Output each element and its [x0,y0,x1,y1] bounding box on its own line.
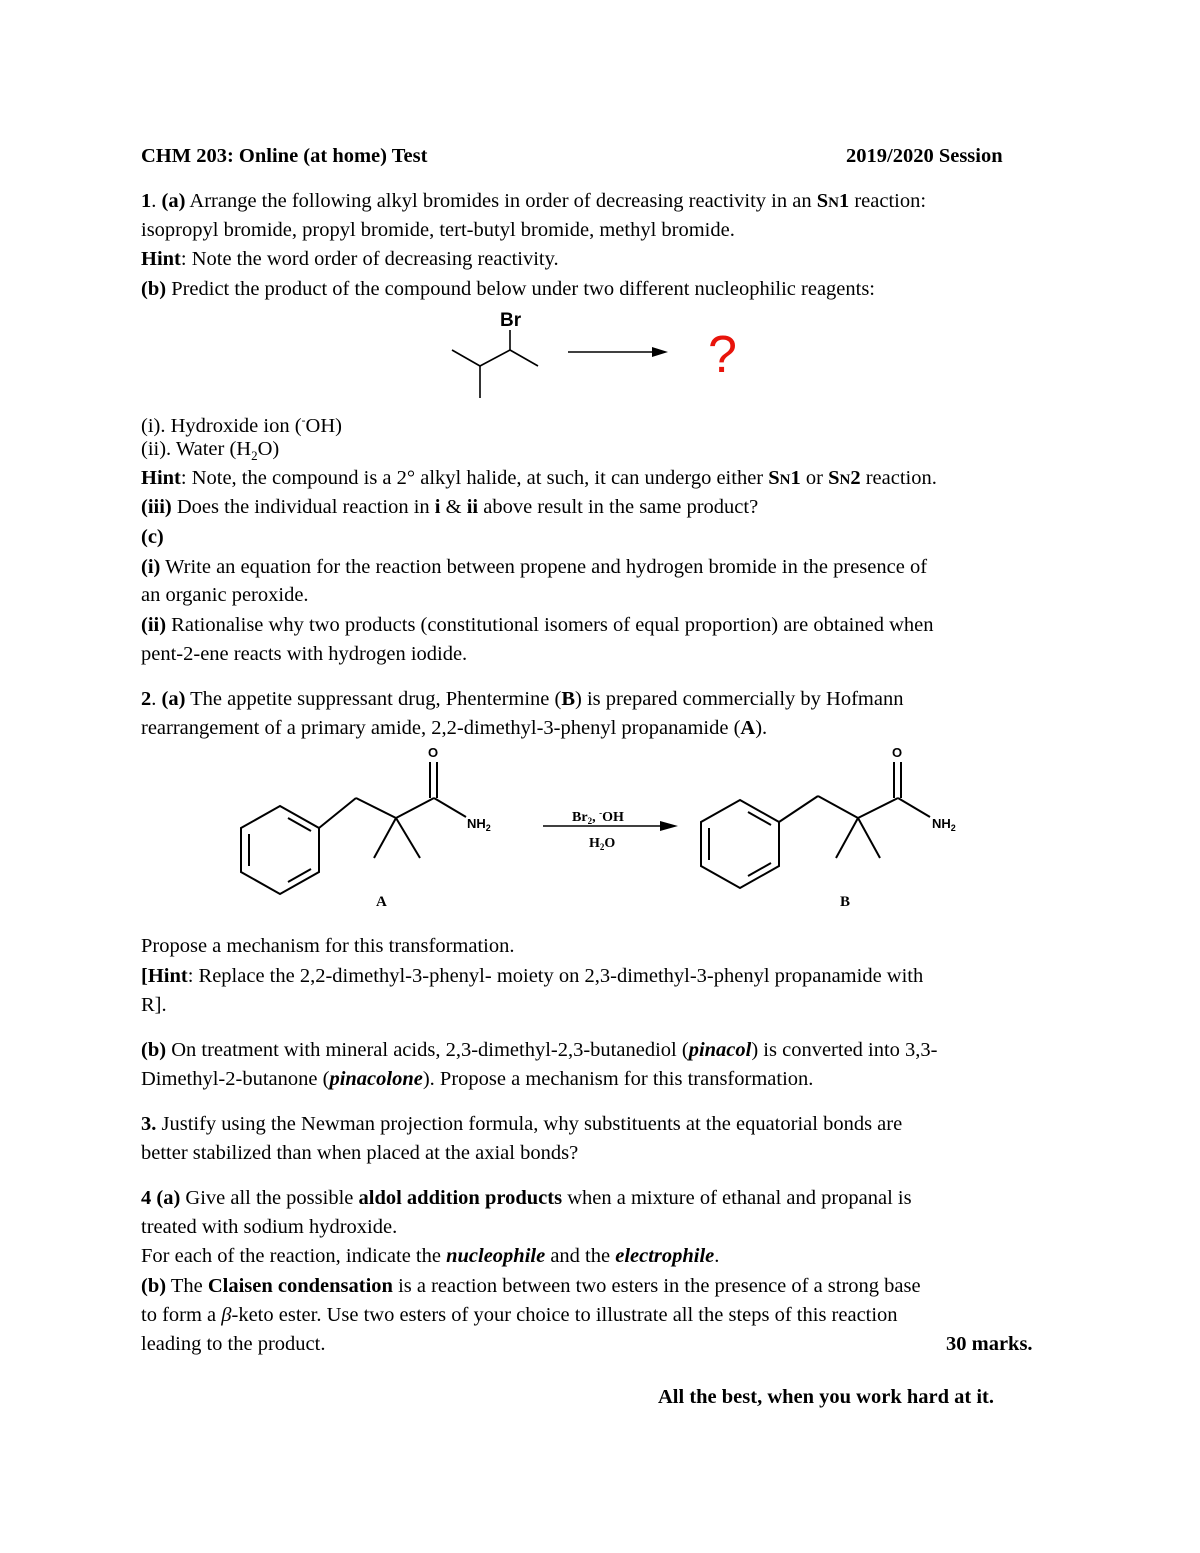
q1-hint2: Hint: Note, the compound is a 2° alkyl halide, at such, it can undergo either SN1 or SN2 reaction. [141,467,937,489]
q4b-line2: to form a β-keto ester. Use two esters of your choice to illustrate all the steps of this reaction [141,1304,898,1326]
q4b-line1: (b) The Claisen condensation is a reaction between two esters in the presence of a strong base [141,1275,921,1297]
q1c-label: (c) [141,526,164,548]
q4a-line1: 4 (a) Give all the possible aldol addition products when a mixture of ethanal and propanal is [141,1187,912,1209]
unknown-product-question-mark: ? [708,326,737,384]
q1c-ii-line2: pent-2-ene reacts with hydrogen iodide. [141,643,468,665]
q1b-text: (b) Predict the product of the compound below under two different nucleophilic reagents: [141,278,876,300]
q3-line2: better stabilized than when placed at the axial bonds? [141,1142,579,1164]
oxygen-label-a: O [428,745,439,760]
molecule-b [701,745,956,910]
q1c-i-line2: an organic peroxide. [141,584,309,606]
q4a-line3: For each of the reaction, indicate the nucleophile and the electrophile. [141,1245,720,1267]
total-marks: 30 marks. [946,1333,1033,1355]
q1b-iii: (iii) Does the individual reaction in i & ii above result in the same product? [141,496,759,518]
label-b: B [840,894,851,910]
oxygen-label-b: O [892,745,903,760]
reagent-top: $Br_2$, -OH [572,808,624,826]
q2b-line2: Dimethyl-2-butanone (pinacolone). Propose a mechanism for this transformation. [141,1068,814,1090]
q2a-line1: 2. (a) The appetite suppressant drug, Phentermine (B) is prepared commercially by Hofmann [141,688,904,710]
q2-hint-line2: R]. [141,994,167,1016]
q1a-line1: 1. (a) Arrange the following alkyl bromides in order of decreasing reactivity in an SN1 reaction: [141,190,927,212]
q2b-line1: (b) On treatment with mineral acids, 2,3-dimethyl-2,3-butanediol (pinacol) is converted into 3,3- [141,1039,938,1061]
molecule-a [241,745,491,910]
q4a-line2: treated with sodium hydroxide. [141,1216,398,1238]
bromine-label: Br [500,310,522,331]
q1b-ii: (ii). Water $(H_2O)$ [141,438,280,464]
amide-label-b: $NH_2$ [932,816,956,833]
reagent-bottom: $H_2O$ [589,836,616,852]
q4b-line3: leading to the product. [141,1333,326,1355]
label-a: A [376,894,387,910]
amide-label-a: $NH_2$ [467,816,491,833]
q1c-i-line1: (i) Write an equation for the reaction between propene and hydrogen bromide in the presence of [141,556,928,578]
q3-line1: 3. Justify using the Newman projection formula, why substituents at the equatorial bonds are [141,1113,903,1135]
q1b-i: (i). Hydroxide ion (-OH) [141,413,342,437]
q2a-propose: Propose a mechanism for this transformation. [141,935,515,957]
course-title: CHM 203: Online (at home) Test [141,145,428,167]
closing-message: All the best, when you work hard at it. [658,1386,994,1408]
q2a-line2: rearrangement of a primary amide, 2,2-dimethyl-3-phenyl propanamide (A). [141,717,768,739]
session-label: 2019/2020 Session [846,145,1003,167]
q1a-line2: isopropyl bromide, propyl bromide, tert-butyl bromide, methyl bromide. [141,219,735,241]
q1-hint1: Hint: Note the word order of decreasing reactivity. [141,248,559,270]
q1c-ii-line1: (ii) Rationalise why two products (constitutional isomers of equal proportion) are obtained when [141,614,934,636]
q2-hint-line1: [Hint: Replace the 2,2-dimethyl-3-phenyl- moiety on 2,3-dimethyl-3-phenyl propanamide with [141,965,924,987]
